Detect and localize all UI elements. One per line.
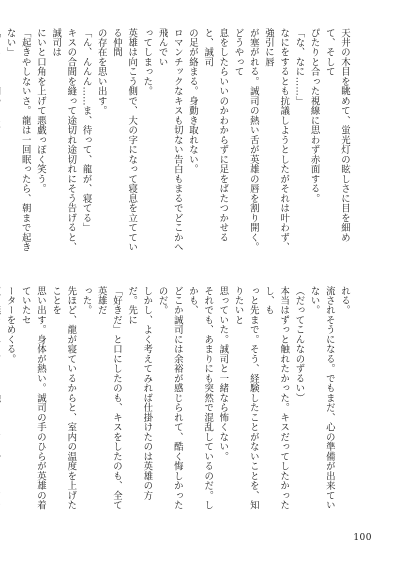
- text-line: しかし、よく考えてみれば仕掛けたのは英雄の方だ。先に: [126, 286, 153, 501]
- text-line: 天井の木目を眺めて、蛍光灯の眩しさに目を細めて、そして: [323, 28, 350, 243]
- text-line: ぴたりと合った視線に思わず赤面する。: [308, 28, 320, 204]
- text-line: ーターをめくる。: [4, 286, 16, 364]
- text-block-upper: [4, 28, 352, 260]
- text-line: れる。: [339, 286, 350, 316]
- text-line: 息をしたらいいのかわからずに足をばたつかせると、誠司: [202, 28, 229, 243]
- text-line: にいと口角を上げて悪戯っぽく笑う。: [34, 28, 46, 194]
- text-line: （だってこんなのずるい）: [293, 286, 305, 403]
- text-line: どこか誠司には余裕が感じられて、酷く悔しかったのだ。: [156, 286, 183, 511]
- text-line: が塞がれる。誠司の熱い舌が英雄の唇を割り開く。どうやって: [232, 28, 259, 253]
- text-line: なにをするとも抗議しようとしたがそれは叶わず、強引に唇: [262, 28, 290, 253]
- text-line: 「起きやしないさ。龍は一回眠ったら、朝まで起きない」: [4, 28, 31, 253]
- text-line: 「ん、んんん……ま、待って、龍が、寝てる」: [80, 28, 92, 233]
- text-line: 先ほど、龍が寝ているからと、室内の温度を上げたことを: [50, 286, 77, 511]
- text-line: った。: [80, 286, 92, 316]
- text-block-lower: [4, 286, 352, 518]
- text-line: 思っていた。誠司と一緒なら怖くない。: [217, 286, 229, 462]
- text-line: の存在を思い出す。: [95, 28, 107, 116]
- text-line: 本当はずっと触れたかった。キスだってしたかったし、も: [262, 286, 290, 511]
- text-line: ってしまった。: [141, 28, 153, 97]
- text-line: それでも、あまりにも突然で混乱しているのだ。しかも、: [186, 286, 214, 511]
- text-line: っと先まで。そう、経験したことがないことを、知りたいと: [232, 286, 259, 511]
- text-line: 「好きだ」と口にしたのも、キスをしたのも、全て英雄だ: [95, 286, 122, 511]
- text-line: 「な、なに……」: [293, 28, 305, 106]
- text-line: ロマンチックなキスも切ない告白もまるでどこかへ飛んでい: [156, 28, 183, 253]
- text-line: キスの合間を縫って途切れ途切れにそう告げると、誠司は: [50, 28, 77, 253]
- text-line: 思い出す。身体が熱い。誠司の手のひらが英雄の着ていたセ: [19, 286, 46, 511]
- text-line: 英雄は向こう側で、大の字になって寝息を立てている仲間: [110, 28, 138, 253]
- text-line: の足が絡まる。身動き取れない。: [186, 28, 198, 175]
- text-line: 流されそうになる。でもまだ、心の準備が出来ていない。: [308, 286, 335, 511]
- page-number: 100: [353, 533, 372, 543]
